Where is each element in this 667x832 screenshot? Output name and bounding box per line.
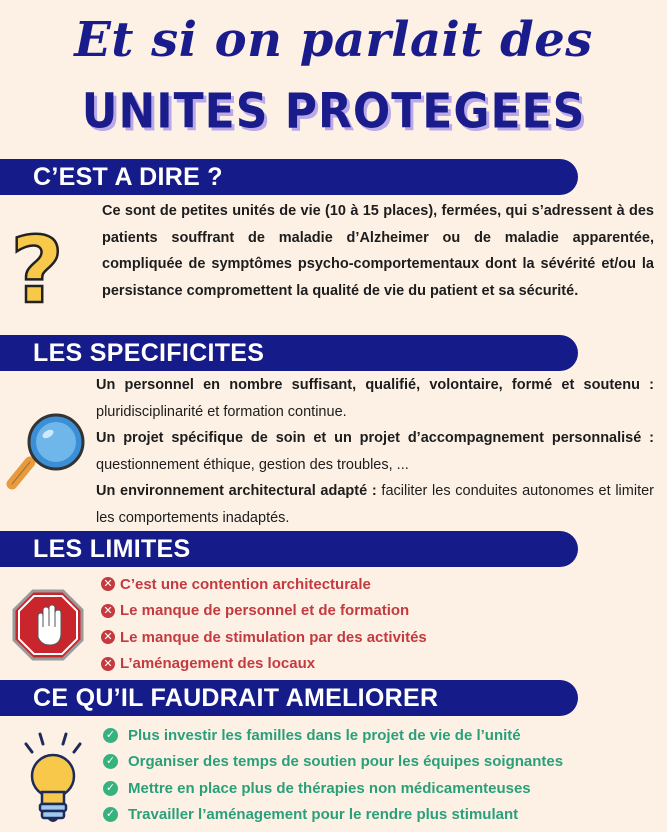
check-circle-icon: ✓ (103, 728, 118, 743)
specificite-item-3: Un environnement architectural adapté : faciliter les conduites autonomes et limiter les comportements inadaptés. (96, 483, 654, 526)
definition-text: Ce sont de petites unités de vie (10 à 15 places), fermées, qui s’adressent à des patients souffrant de maladie d’Alzheimer ou de maladie apparentée, compliquée de symptômes psycho-comportementaux dont la sévérité et/ou la persistance compromettent la qualité de vie du patient et sa sécurité. (102, 203, 654, 299)
amelioration-item: ✓ Organiser des temps de soutien pour les équipes soignantes (103, 749, 563, 776)
limite-item: ✕ C’est une contention architecturale (101, 571, 427, 598)
check-circle-icon: ✓ (103, 754, 118, 769)
amelioration-item: ✓ Plus investir les familles dans le projet de vie de l’unité (103, 722, 563, 749)
lightbulb-icon (18, 730, 88, 830)
title-main: UNITES PROTEGEES (81, 83, 586, 140)
stop-hand-icon (12, 589, 84, 661)
x-circle-icon: ✕ (101, 657, 115, 671)
x-circle-icon: ✕ (101, 604, 115, 618)
check-circle-icon: ✓ (103, 807, 118, 822)
section-heading-ameliorer: CE QU’IL FAUDRAIT AMELIORER (0, 680, 578, 716)
limite-item: ✕ Le manque de personnel et de formation (101, 598, 427, 625)
specificite-item-1: Un personnel en nombre suffisant, qualifié, volontaire, formé et soutenu : pluridisciplinarité et formation continue. (96, 377, 654, 420)
magnifying-glass-icon (6, 410, 92, 492)
check-circle-icon: ✓ (103, 781, 118, 796)
section-heading-limites: LES LIMITES (0, 531, 578, 567)
limites-list (101, 571, 427, 677)
question-mark-icon (10, 217, 64, 324)
svg-text:?: ? (10, 217, 64, 324)
title-script: Et si on parlait des (74, 12, 593, 68)
x-circle-icon: ✕ (101, 630, 115, 644)
specificite-item-2: Un projet spécifique de soin et un projet d’accompagnement personnalisé : questionnement éthique, gestion des troubles, ... (96, 430, 654, 473)
specificites-list (96, 372, 654, 531)
amelioration-item: ✓ Mettre en place plus de thérapies non médicamenteuses (103, 775, 563, 802)
ameliorer-list (103, 722, 563, 828)
limite-item: ✕ L’aménagement des locaux (101, 651, 427, 678)
limite-item: ✕ Le manque de stimulation par des activités (101, 624, 427, 651)
section-heading-specificites: LES SPECIFICITES (0, 335, 578, 371)
section-heading-cest-a-dire: C’EST A DIRE ? (0, 159, 578, 195)
x-circle-icon: ✕ (101, 577, 115, 591)
amelioration-item: ✓ Travailler l’aménagement pour le rendre plus stimulant (103, 802, 563, 829)
